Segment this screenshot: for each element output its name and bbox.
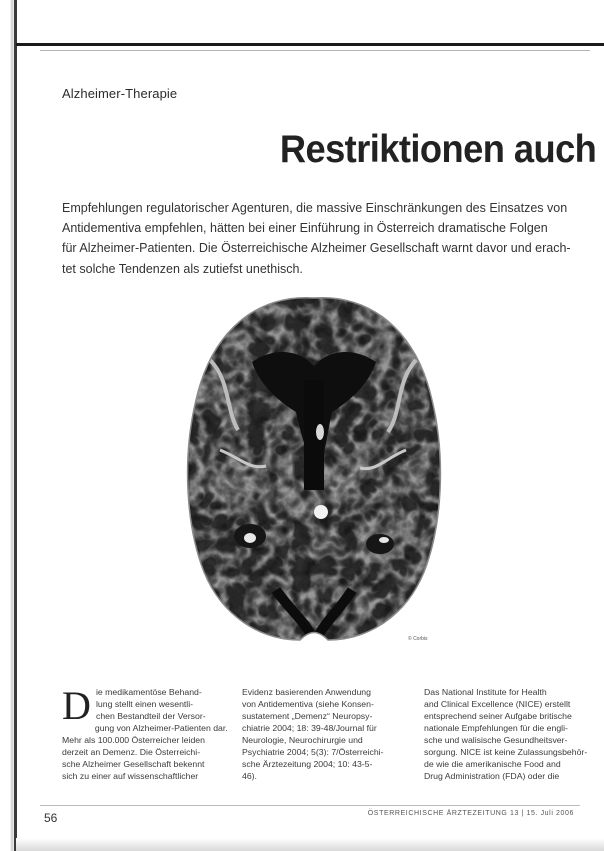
lead-line: tet solche Tendenzen als zutiefst unethisch. [62,261,303,276]
body-line: chen Bestandteil der Versor- [96,711,206,722]
brain-mri-illustration [180,290,448,646]
dropcap: D [62,683,91,728]
lead-paragraph [62,198,574,279]
body-column-1 [62,683,228,782]
body-line: gung von Alzheimer-Patienten dar. [94,723,228,734]
body-line: chiatrie 2004; 18: 39-48/Journal für [242,723,377,734]
lead-line: Antidementiva empfehlen, hätten bei einer Einführung in Österreich dramatische Folgen [62,221,548,236]
body-line: sich zu einer auf wissenschaftlicher [62,771,199,782]
page-number: 56 [44,811,58,825]
publication-footer: ÖSTERREICHISCHE ÄRZTEZEITUNG 13 | 15. Juli 2006 [367,810,574,817]
section-kicker: Alzheimer-Therapie [62,86,178,101]
body-column-2 [242,686,392,782]
image-credit: © Corbis [408,636,428,642]
body-line: sorgung. NICE ist keine Zulassungsbehör- [424,747,588,758]
body-line: entsprechend seiner Aufgabe britische [424,711,572,722]
body-line: Das National Institute for Health [424,687,547,697]
body-line: von Antidementiva (siehe Konsen- [242,699,374,710]
headline: Restriktionen auch [279,128,596,171]
scan-edge [0,0,14,851]
body-line: and Clinical Excellence (NICE) erstellt [424,699,571,710]
body-line: Mehr als 100.000 Österreicher leiden [62,735,205,746]
body-line: Evidenz basierenden Anwendung [242,687,371,697]
top-rule [16,43,604,46]
brain-scan-image [180,290,448,646]
body-line: Psychiatrie 2004; 5(3): 7/Österreichi- [242,747,384,758]
body-column-3 [424,686,588,782]
body-line: 46). [242,771,257,782]
body-line: ie medikamentöse Behand- [96,687,202,697]
lead-line: für Alzheimer-Patienten. Die Österreichische Alzheimer Gesellschaft warnt davor und erach- [62,241,571,256]
body-line: sche und walisische Gesundheitsver- [424,735,568,746]
body-line: sustatement „Demenz“ Neuropsy- [242,711,373,722]
body-line: lung stellt einen wesentli- [96,699,194,710]
body-line: sche Ärztezeitung 2004; 10: 43-5- [242,759,373,770]
body-line: sche Alzheimer Gesellschaft bekennt [62,759,205,770]
body-line: Neurologie, Neurochirurgie und [242,735,363,746]
body-line: nationale Empfehlungen für die engli- [424,723,568,734]
top-rule-thin [40,50,590,51]
body-line: Drug Administration (FDA) oder die [424,771,560,782]
body-line: derzeit an Demenz. Die Österreichi- [62,747,201,758]
body-line: de wie die amerikanische Food and [424,759,561,770]
binding-line [14,0,17,851]
lead-line: Empfehlungen regulatorischer Agenturen, die massive Einschränkungen des Einsatzes von [62,201,568,215]
footer-rule [40,805,580,806]
scan-bottom-edge [16,838,604,851]
